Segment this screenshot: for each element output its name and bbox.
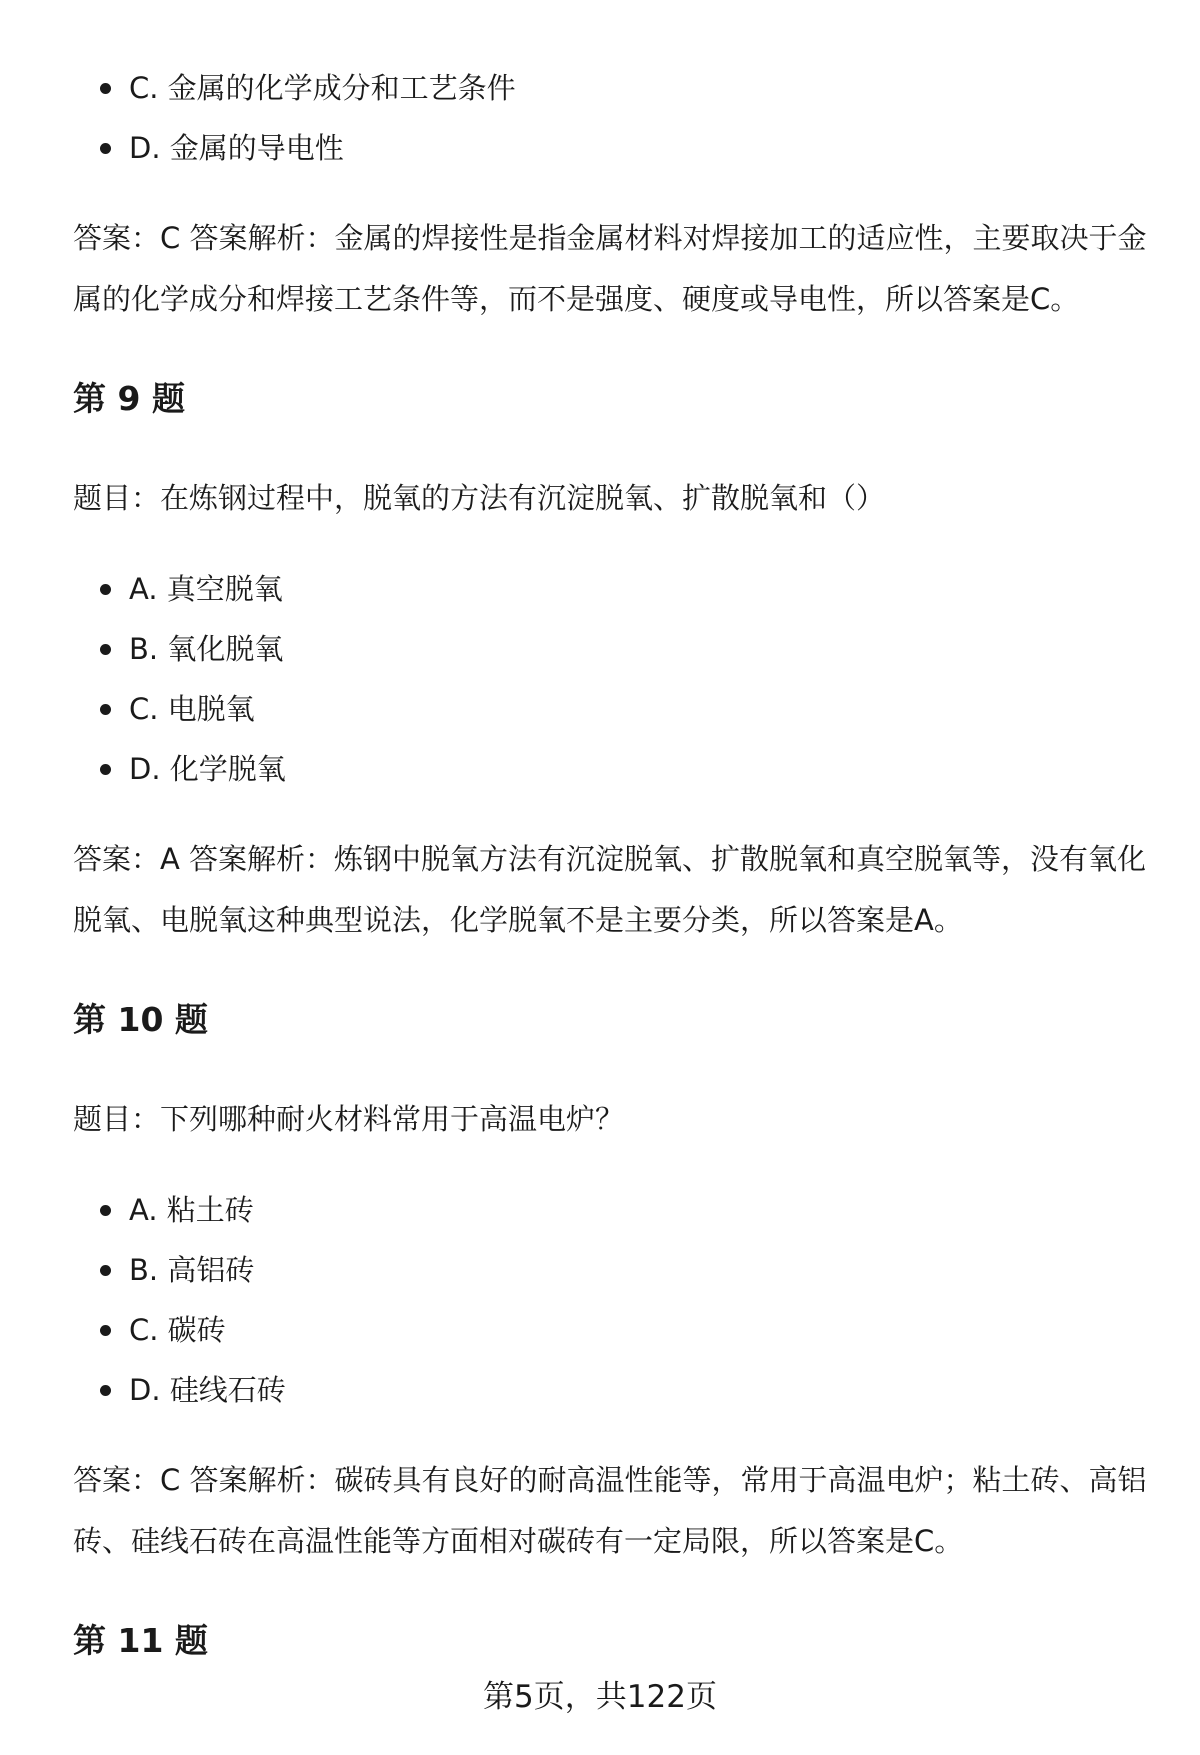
q8-options [73,58,1153,178]
q10-answer: 答案：C 答案解析：碳砖具有良好的耐高温性能等，常用于高温电炉；粘土砖、高铝砖、硅线石砖在高温性能等方面相对碳砖有一定局限，所以答案是C。 [73,1463,1147,1558]
q10-option-d [73,1360,1153,1420]
q9-option-c [73,679,1153,739]
bullet [100,1385,111,1396]
q9-options [73,559,1153,799]
q9-heading: 第 9 题 [73,379,185,418]
q10-option-c [73,1300,1153,1360]
q10-options [73,1180,1153,1420]
q8-option-c [73,58,1153,118]
q9-question: 题目：在炼钢过程中，脱氧的方法有沉淀脱氧、扩散脱氧和（） [73,481,886,515]
bullet [100,644,111,655]
bullet [100,83,111,94]
option-text: C. 碳砖 [129,1313,226,1347]
q9-option-a [73,559,1153,619]
bullet [100,704,111,715]
q8-option-d [73,118,1153,178]
q11-heading: 第 11 题 [73,1621,208,1660]
option-text: A. 真空脱氧 [129,572,283,606]
q10-option-a [73,1180,1153,1240]
bullet [100,1205,111,1216]
option-text: C. 金属的化学成分和工艺条件 [129,71,516,105]
document-page [73,0,1153,1666]
q9-option-d [73,739,1153,799]
q10-question: 题目：下列哪种耐火材料常用于高温电炉？ [73,1102,625,1136]
q10-heading: 第 10 题 [73,1000,208,1039]
bullet [100,1325,111,1336]
q10-option-b [73,1240,1153,1300]
page-footer: 第5页，共122页 [483,1679,717,1715]
q9-option-b [73,619,1153,679]
option-text: D. 硅线石砖 [129,1373,286,1407]
bullet [100,764,111,775]
bullet [100,143,111,154]
option-text: C. 电脱氧 [129,692,255,726]
option-text: D. 化学脱氧 [129,752,286,786]
option-text: D. 金属的导电性 [129,131,344,165]
option-text: B. 高铝砖 [129,1253,255,1287]
q9-answer: 答案：A 答案解析：炼钢中脱氧方法有沉淀脱氧、扩散脱氧和真空脱氧等，没有氧化脱氧、电脱氧这种典型说法，化学脱氧不是主要分类，所以答案是A。 [73,842,1147,937]
option-text: A. 粘土砖 [129,1193,254,1227]
bullet [100,584,111,595]
option-text: B. 氧化脱氧 [129,632,284,666]
q8-answer: 答案：C 答案解析：金属的焊接性是指金属材料对焊接加工的适应性，主要取决于金属的化学成分和焊接工艺条件等，而不是强度、硬度或导电性，所以答案是C。 [73,221,1147,316]
bullet [100,1265,111,1276]
